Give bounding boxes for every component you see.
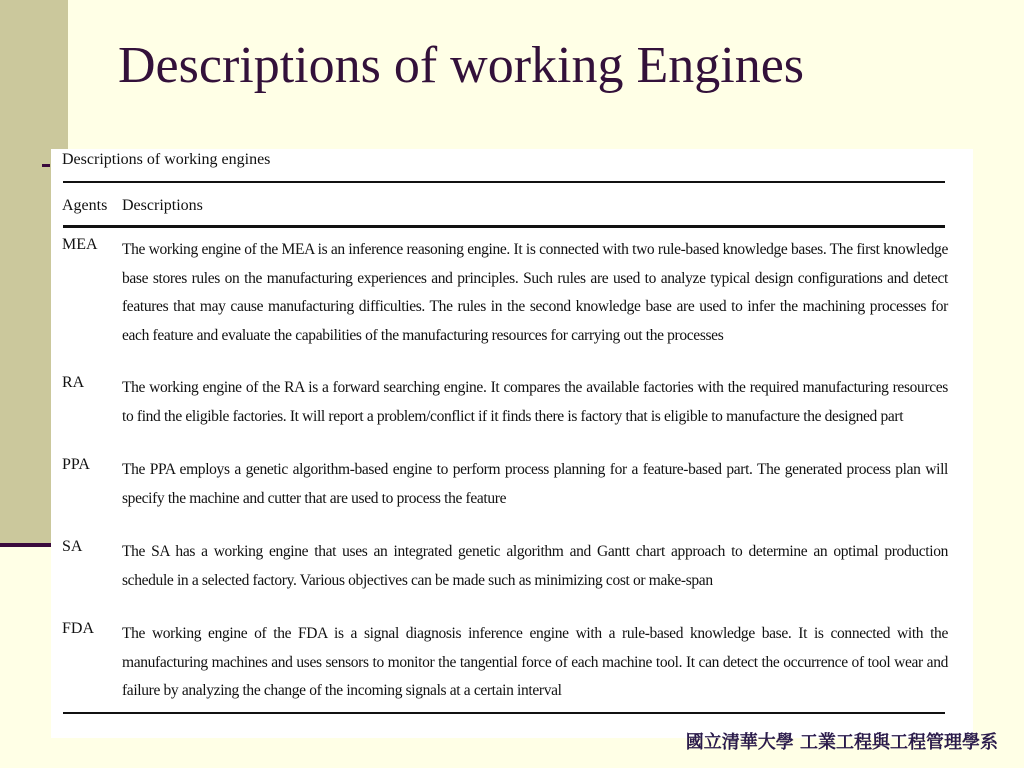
agent-description: The working engine of the RA is a forward searching engine. It compares the available factories with the required manufacturing resources to find the eligible factories. It will report a problem/conflict if it finds there is factory that is eligible to manufacture the designed part [122,379,948,425]
column-header-descriptions: Descriptions [122,197,203,214]
slide-title: Descriptions of working Engines [118,37,805,94]
table-caption: Descriptions of working engines [62,151,271,168]
agent-description: The working engine of the MEA is an inference reasoning engine. It is connected with two rule-based knowledge bases. The first knowledge base stores rules on the manufacturing experiences and principles. Such rules are used to analyze typical design configurations and detect features that may cause manufacturing difficulties. The rules in the second knowledge base are used to infer the machining processes for each feature and evaluate the capabilities of the manufacturing resources for carrying out the processes [122,241,948,344]
agent-description: The SA has a working engine that uses an integrated genetic algorithm and Gantt chart approach to determine an optimal production schedule in a selected factory. Various objectives can be made such as minimizing cost or make-span [122,543,948,589]
agent-name: RA [62,374,85,391]
agent-description: The PPA employs a genetic algorithm-based engine to perform process planning for a feature-based part. The generated process plan will specify the machine and cutter that are used to process the feature [122,461,948,507]
column-header-agents: Agents [62,197,108,214]
decorative-tick [42,164,50,167]
table-bottom-rule [63,712,945,714]
footer-institution: 國立清華大學 工業工程與工程管理學系 [685,732,998,753]
table-top-rule [63,181,945,183]
table-header-rule [63,225,945,228]
agent-description: The working engine of the FDA is a signal diagnosis inference engine with a rule-based knowledge base. It is connected with the manufacturing machines and uses sensors to monitor the tangential force of each machine tool. It can detect the occurrence of tool wear and failure by analyzing the change of the incoming signals at a certain interval [122,625,948,699]
agent-name: PPA [62,456,90,473]
descriptions-table [51,149,973,738]
agent-name: MEA [62,236,98,253]
agent-name: SA [62,538,83,555]
agent-name: FDA [62,620,95,637]
